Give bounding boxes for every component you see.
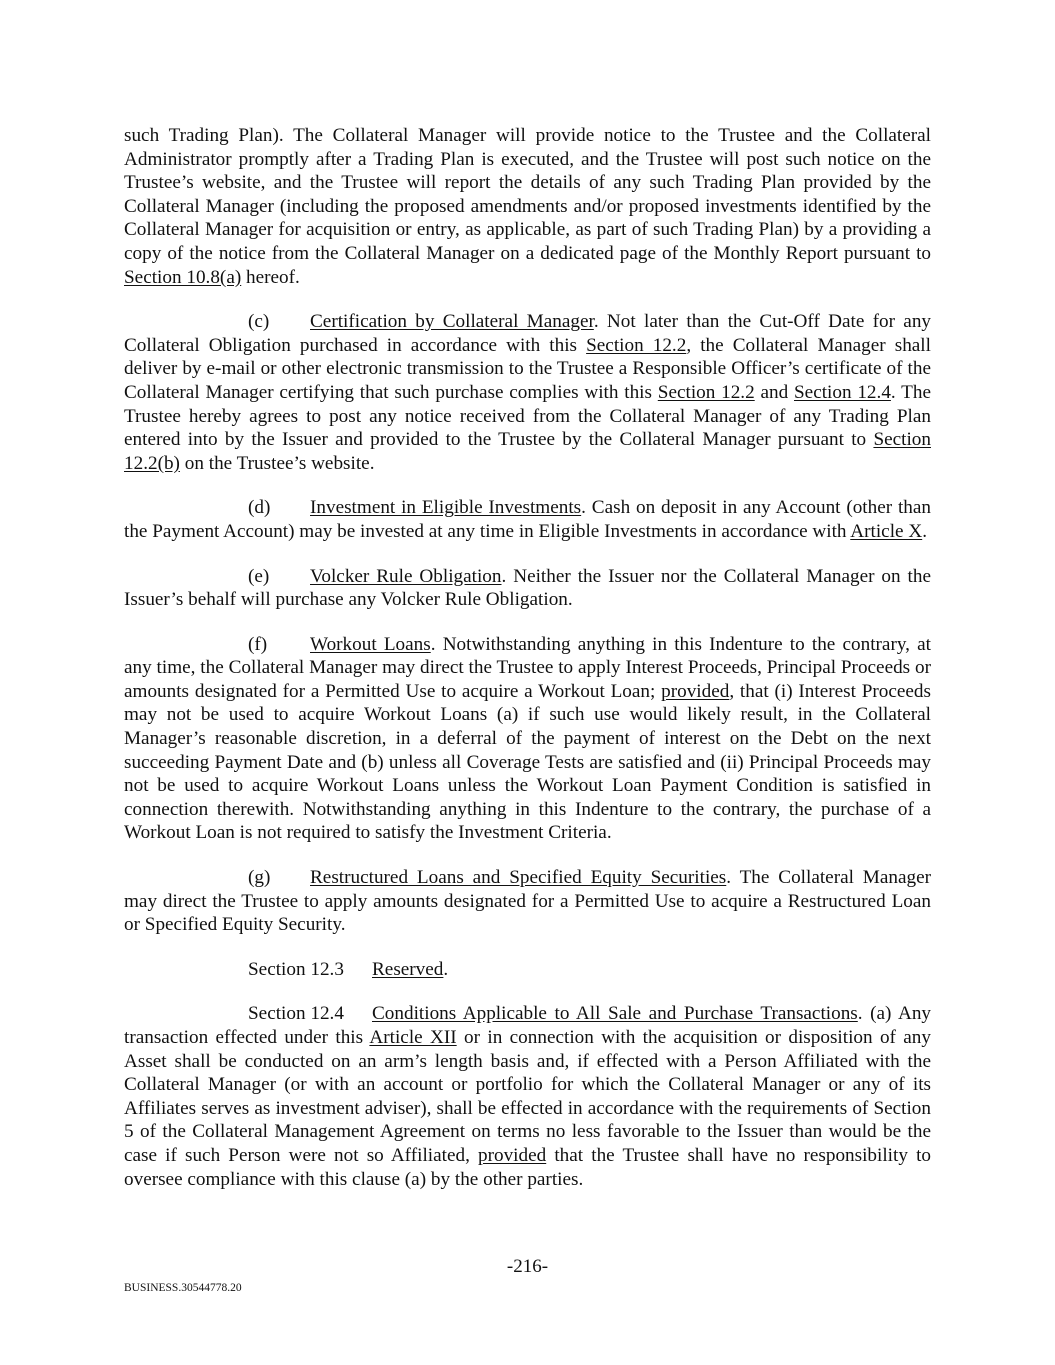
cross-reference: Article X bbox=[850, 520, 923, 542]
paragraph-text: . Neither the Issuer nor the Collateral Manager on the Issuer’s behalf will purchase any Volcker Rule Obligation. bbox=[124, 565, 931, 611]
paragraph-text: . (a) Any transaction effected under this bbox=[124, 1003, 932, 1048]
clause-heading: Volcker Rule Obligation bbox=[310, 565, 502, 587]
section-label: Section 12.3 bbox=[248, 958, 344, 980]
cross-reference: Section 12.2(b) bbox=[124, 429, 931, 474]
paragraph-text: that the Trustee shall have no responsibility to oversee compliance with this clause (a) by the other parties. bbox=[124, 1144, 931, 1190]
clause-heading: Certification by Collateral Manager bbox=[310, 311, 594, 333]
clause-heading: Investment in Eligible Investments bbox=[310, 497, 582, 519]
paragraph-text: , that (i) Interest Proceeds may not be used to acquire Workout Loans (a) if such use would likely result, in the Collateral Manager’s reasonable discretion, in a deferral of the payment of interest on the Debt on the next succeeding Payment Date and (b) unless all Coverage Tests are satisfied and (ii) Principal Proceeds may not be used to acquire Workout Loans unless the Workout Loan Payment Condition is satisfied in connection therewith. Notwithstanding anything in this Indenture to the contrary, the purchase of a Workout Loan is not required to satisfy the Investment Criteria. bbox=[124, 680, 931, 844]
paragraph-text: . The Trustee hereby agrees to post any notice received from the Collateral Manager of any Trading Plan entered into by the Issuer and provided to the Trustee by the Collateral Manager pursuant to bbox=[124, 381, 931, 451]
paragraph-text: or in connection with the acquisition or disposition of any Asset shall be conducted on an arm’s length basis and, if effected with a Person Affiliated with the Collateral Manager (or with an account or portfolio for which the Collateral Manager or any of its Affiliates serves as investment adviser), shall be effected in accordance with the requirements of Section 5 of the Collateral Management Agreement on terms no less favorable to the Issuer than would be the case if such Person were not so Affiliated, bbox=[124, 1027, 931, 1166]
paragraph-text: . The Collateral Manager may direct the Trustee to apply amounts designated for a Permitted Use to acquire a Restructured Loan or Specified Equity Security. bbox=[124, 867, 931, 936]
clause-label: (e) bbox=[248, 565, 270, 587]
proviso-term: provided bbox=[478, 1144, 547, 1166]
proviso-term: provided bbox=[661, 680, 730, 702]
paragraph-continuation bbox=[124, 124, 931, 289]
clause-label: (g) bbox=[248, 867, 271, 889]
paragraph-text: on the Trustee’s website. bbox=[179, 452, 375, 474]
paragraph-text: . bbox=[922, 520, 927, 542]
document-id: BUSINESS.30544778.20 bbox=[124, 1282, 242, 1294]
clause-label: (f) bbox=[248, 633, 268, 655]
paragraph-text: such Trading Plan). The Collateral Manager will provide notice to the Trustee and the Collateral Administrator promptly after a Trading Plan is executed, and the Trustee will post such notice on the Trustee’s website, and the Trustee will report the details of any such Trading Plan provided by the Collateral Manager (including the proposed amendments and/or proposed investments identified by the Collateral Manager for acquisition or entry, as applicable, as part of such Trading Plan) by a providing a copy of the notice from the Collateral Manager on a dedicated page of the Monthly Report pursuant to bbox=[124, 125, 931, 264]
clause-heading: Workout Loans bbox=[310, 633, 431, 655]
section-label: Section 12.4 bbox=[248, 1003, 344, 1025]
paragraph-text: . Not later than the Cut-Off Date for any Collateral Obligation purchased in accordance with this bbox=[124, 311, 932, 356]
paragraph-text: . Cash on deposit in any Account (other than the Payment Account) may be invested at any time in Eligible Investments in accordance with bbox=[124, 497, 931, 542]
clause-label: (d) bbox=[248, 497, 271, 519]
paragraph-f bbox=[124, 633, 931, 845]
paragraph-d bbox=[124, 496, 931, 543]
cross-reference: Section 10.8(a) bbox=[124, 266, 242, 288]
paragraph-text: , the Collateral Manager shall deliver by e-mail or other electronic transmission to the Trustee a Responsible Officer’s certificate of the Collateral Manager certifying that such purchase complies with this bbox=[124, 334, 931, 403]
page-number: -216- bbox=[506, 1256, 549, 1277]
paragraph-g bbox=[124, 866, 931, 937]
cross-reference: Section 12.4 bbox=[794, 381, 891, 403]
section-12-4 bbox=[124, 1002, 931, 1191]
paragraph-text: . bbox=[443, 958, 449, 980]
section-heading: Reserved bbox=[372, 958, 444, 980]
clause-heading: Restructured Loans and Specified Equity Securities bbox=[310, 867, 727, 889]
paragraph-text: . Notwithstanding anything in this Indenture to the contrary, at any time, the Collateral Manager may direct the Trustee to apply Interest Proceeds, Principal Proceeds or amounts designated for a Permitted Use to acquire a Workout Loan; bbox=[124, 633, 931, 702]
cross-reference: Section 12.2 bbox=[657, 381, 755, 403]
paragraph-text: hereof. bbox=[241, 266, 300, 288]
document-page bbox=[124, 124, 931, 1212]
section-12-3 bbox=[124, 958, 931, 982]
cross-reference: Section 12.2 bbox=[586, 334, 687, 356]
cross-reference: Article XII bbox=[369, 1027, 457, 1048]
paragraph-e bbox=[124, 565, 931, 612]
section-heading: Conditions Applicable to All Sale and Purchase Transactions bbox=[372, 1003, 858, 1025]
clause-label: (c) bbox=[248, 311, 270, 333]
paragraph-text: and bbox=[754, 381, 794, 403]
paragraph-c bbox=[124, 310, 931, 475]
